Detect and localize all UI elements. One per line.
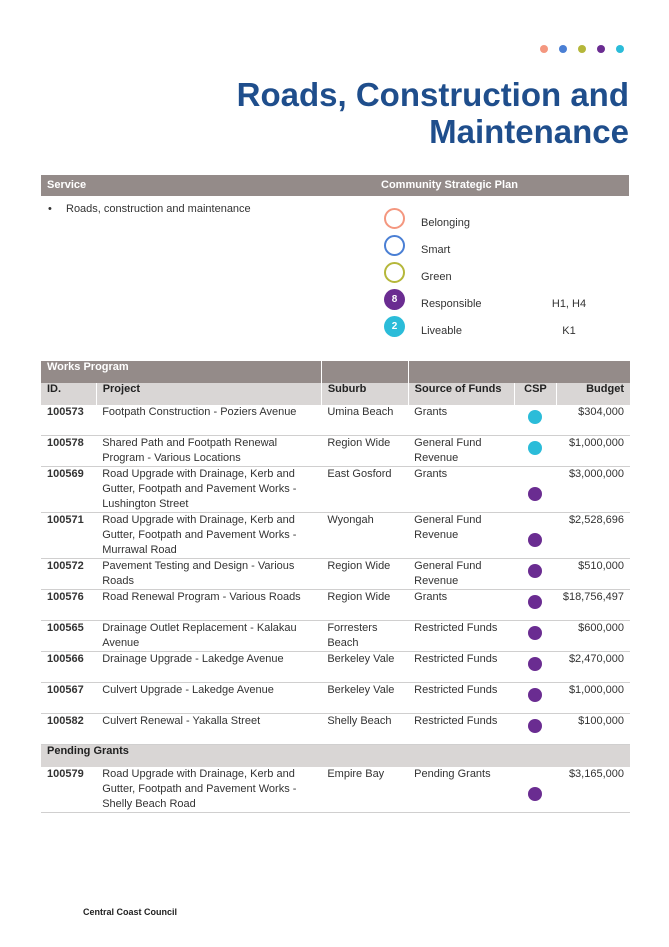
cell-suburb: Region Wide [321,590,408,621]
cell-id: 100578 [41,436,96,467]
cell-csp [514,590,557,621]
cell-id: 100569 [41,467,96,513]
cell-project: Road Upgrade with Drainage, Kerb and Gutter, Footpath and Pavement Works - Lushington Street [96,467,321,513]
csp-item-label: Liveable [421,325,462,337]
service-item-text: Roads, construction and maintenance [66,203,251,215]
table-row [41,767,630,813]
cell-project: Road Upgrade with Drainage, Kerb and Gutter, Footpath and Pavement Works - Shelly Beach Road [96,767,321,813]
cell-suburb: Berkeley Vale [321,652,408,683]
dot-orange [540,45,548,53]
cell-funds: Grants [408,467,514,513]
cell-csp [514,467,557,513]
cell-budget: $2,470,000 [557,652,630,683]
cell-budget: $100,000 [557,714,630,745]
cell-project: Drainage Outlet Replacement - Kalakau Avenue [96,621,321,652]
cell-id: 100573 [41,405,96,436]
table-row [41,590,630,621]
cell-id: 100582 [41,714,96,745]
csp-item-codes: H1, H4 [551,298,587,310]
cell-id: 100567 [41,683,96,714]
cell-funds: General Fund Revenue [408,436,514,467]
cell-funds: General Fund Revenue [408,513,514,559]
works-section-title: Works Program [41,361,321,383]
cell-project: Culvert Renewal - Yakalla Street [96,714,321,745]
cell-csp [514,683,557,714]
cell-project: Pavement Testing and Design - Various Roads [96,559,321,590]
column-header-suburb: Suburb [321,383,408,405]
pending-grants-title: Pending Grants [41,745,630,768]
decorative-dots [540,45,624,53]
cell-id: 100565 [41,621,96,652]
csp-liveable-icon [528,441,542,455]
dot-cyan [616,45,624,53]
column-header-funds: Source of Funds [408,383,514,405]
cell-funds: Grants [408,405,514,436]
table-row [41,467,630,513]
cell-project: Footpath Construction - Poziers Avenue [96,405,321,436]
cell-csp [514,513,557,559]
column-header-id: ID. [41,383,96,405]
csp-liveable-icon [528,410,542,424]
cell-budget: $2,528,696 [557,513,630,559]
pending-grants-header [41,745,630,768]
dot-blue [559,45,567,53]
cell-id: 100576 [41,590,96,621]
cell-funds: Restricted Funds [408,714,514,745]
cell-funds: Pending Grants [408,767,514,813]
cell-id: 100572 [41,559,96,590]
column-header-csp: CSP [514,383,557,405]
cell-project: Drainage Upgrade - Lakedge Avenue [96,652,321,683]
cell-project: Shared Path and Footpath Renewal Program - Various Locations [96,436,321,467]
table-row [41,652,630,683]
cell-suburb: Region Wide [321,559,408,590]
csp-circle-icon: 2 [384,316,405,337]
table-row [41,513,630,559]
page-title-line-1: Roads, Construction and [236,76,629,113]
cell-suburb: Region Wide [321,436,408,467]
table-row [41,714,630,745]
csp-item-label: Belonging [421,217,470,229]
dot-green [578,45,586,53]
cell-csp [514,405,557,436]
csp-item-label: Responsible [421,298,482,310]
table-row [41,436,630,467]
section-header-cell [408,361,630,383]
cell-suburb: Umina Beach [321,405,408,436]
csp-responsible-icon [528,564,542,578]
cell-csp [514,652,557,683]
column-header-project: Project [96,383,321,405]
cell-project: Road Renewal Program - Various Roads [96,590,321,621]
cell-budget: $18,756,497 [557,590,630,621]
cell-suburb: East Gosford [321,467,408,513]
cell-funds: Grants [408,590,514,621]
csp-header-label: Community Strategic Plan [381,179,518,191]
table-row [41,683,630,714]
service-header-label: Service [47,179,87,191]
section-header-cell [321,361,408,383]
column-header-budget: Budget [557,383,630,405]
csp-responsible-icon [528,787,542,801]
csp-item-label: Smart [421,244,451,256]
table-row [41,559,630,590]
cell-project: Road Upgrade with Drainage, Kerb and Gutter, Footpath and Pavement Works - Murrawal Road [96,513,321,559]
cell-funds: Restricted Funds [408,683,514,714]
cell-suburb: Empire Bay [321,767,408,813]
cell-budget: $600,000 [557,621,630,652]
footer-council-name: Central Coast Council [83,907,178,917]
cell-id: 100571 [41,513,96,559]
page-title-line-2: Maintenance [429,113,629,150]
cell-budget: $3,000,000 [557,467,630,513]
cell-csp [514,767,557,813]
cell-suburb: Wyongah [321,513,408,559]
cell-budget: $510,000 [557,559,630,590]
cell-project: Culvert Upgrade - Lakedge Avenue [96,683,321,714]
csp-responsible-icon [528,487,542,501]
cell-suburb: Forresters Beach [321,621,408,652]
csp-circle-icon [384,262,405,283]
csp-responsible-icon [528,688,542,702]
cell-budget: $3,165,000 [557,767,630,813]
csp-responsible-icon [528,595,542,609]
service-table-header [41,175,629,196]
csp-responsible-icon [528,657,542,671]
cell-funds: General Fund Revenue [408,559,514,590]
table-row [41,405,630,436]
cell-suburb: Shelly Beach [321,714,408,745]
csp-circle-icon: 8 [384,289,405,310]
csp-circle-icon [384,208,405,229]
cell-id: 100579 [41,767,96,813]
works-column-headers [41,383,630,405]
works-program-table [41,361,630,813]
page-title [129,76,629,150]
csp-responsible-icon [528,533,542,547]
dot-purple [597,45,605,53]
cell-budget: $1,000,000 [557,683,630,714]
csp-item-codes: K1 [562,325,576,337]
cell-csp [514,621,557,652]
bullet-marker: • [48,203,52,215]
works-section-header [41,361,630,383]
csp-responsible-icon [528,719,542,733]
cell-budget: $304,000 [557,405,630,436]
cell-funds: Restricted Funds [408,652,514,683]
table-row [41,621,630,652]
csp-responsible-icon [528,626,542,640]
cell-budget: $1,000,000 [557,436,630,467]
cell-csp [514,559,557,590]
cell-id: 100566 [41,652,96,683]
service-item [48,203,251,215]
csp-circle-icon [384,235,405,256]
cell-csp [514,436,557,467]
cell-funds: Restricted Funds [408,621,514,652]
cell-csp [514,714,557,745]
csp-item-label: Green [421,271,452,283]
cell-suburb: Berkeley Vale [321,683,408,714]
